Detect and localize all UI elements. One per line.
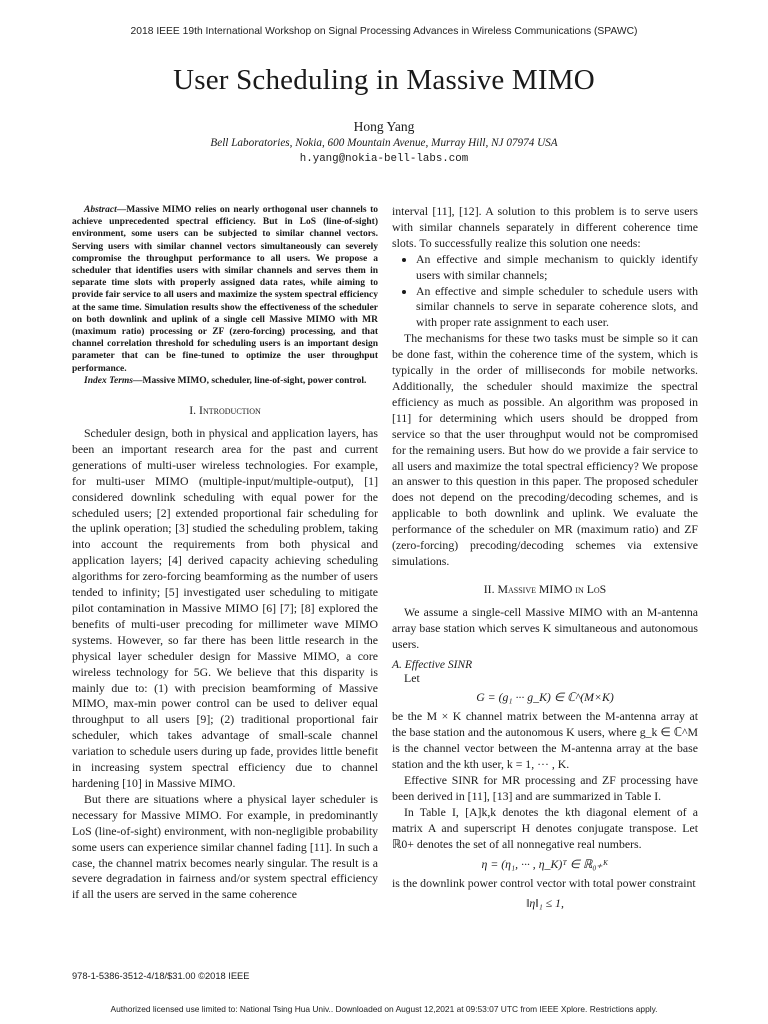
right-paragraph-0: interval [11], [12]. A solution to this problem is to serve users with similar channels separately in different coherence time slots. To successfully realize this solution one needs: [392,204,698,250]
bullet-item: • An effective and simple mechanism to quickly identify users with similar channels; [416,252,698,284]
abstract-text: —Massive MIMO relies on nearly orthogonal user channels to achieve unprecedented spectral efficiency. But in LoS (line-of-sight) environment, some users can be subjected to similar channel vectors. Serving users with similar channel vectors simultaneously can severely compromise the throughput performance to all users. We propose a scheduler that identifies users with similar channels and serves them in separate time slots with properly assigned data rates, while aiming to provide fair service to all users and maximize the system spectral efficiency at the same time. Simulation results show the effectiveness of the scheduler on both downlink and uplink of a single cell Massive MIMO with MR (maximum ratio) processing or ZF (zero-forcing) processing, and that channel correlation threshold for scheduling users is an important design parameter that can be fine-tuned to optimize the user throughput performance. [72,205,378,374]
right-paragraph-1: The mechanisms for these two tasks must be simple so it can be done fast, within the coherence time of the system, which is typically in the order of milliseconds for mobile networks. Additionally, the scheduler should maximize the spectral efficiency as much as possible. An algorithm was proposed in [11] for determining which users should be dropped from service so that the user throughput would not be compromised for the remaining users. But how do we provide a fair service to all users and maximize the total spectral efficiency? We propose an answer to this question in this paper. The proposed scheduler does not depend on the precoding/decoding schemes, and is applicable to both downlink and uplink. We evaluate the performance of the scheduler on MR (maximum ratio) and ZF (zero-forcing) precoding/decoding schemes via extensive simulations. [392,331,698,568]
author-affiliation: Bell Laboratories, Nokia, 600 Mountain Avenue, Murray Hill, NJ 07974 USA [210,137,558,149]
section-heading-massive-mimo: II. Massive MIMO in LoS [483,581,607,596]
equation-channel-matrix: G = (g₁ ··· g_K) ∈ ℂ^(M×K) [476,690,614,705]
paper-title: User Scheduling in Massive MIMO [173,64,595,96]
right-paragraph-4: Effective SINR for MR processing and ZF processing have been derived in [11], [13] and are summarized in Table I. [392,773,698,803]
equation-power-constraint: ‖η‖₁ ≤ 1, [526,895,564,910]
right-paragraph-3: be the M × K channel matrix between the M-antenna array at the base station and the autonomous K users, where g_k ∈ ℂ^M is the channel vector between the M-antenna array at the base station and the kth user, k = 1, ··· , K. [392,709,698,772]
index-terms-text: —Massive MIMO, scheduler, line-of-sight, power control. [133,375,367,386]
right-paragraph-6: is the downlink power control vector with total power constraint [392,875,696,890]
bullet-item: • An effective and simple scheduler to schedule users with similar channels to serve in separate coherence slots, and with proper rate assignment to each user. [416,284,698,332]
equation-power-vector: η = (η₁, ··· , η_K)ᵀ ∈ ℝ₀₊ᴷ [481,856,609,871]
abstract [72,204,378,375]
left-column [72,204,378,903]
conference-header: 2018 IEEE 19th International Workshop on Signal Processing Advances in Wireless Communications (SPAWC) [130,26,638,37]
let-text: Let [404,670,420,685]
right-paragraph-5: In Table I, [A]k,k denotes the kth diagonal element of a matrix A and superscript H denotes conjugate transpose. Let ℝ0+ denotes the set of all nonnegative real numbers. [392,804,698,851]
index-terms [72,375,378,387]
footer-license: Authorized licensed use limited to: National Tsing Hua Univ.. Downloaded on August 12,2021 at 09:53:07 UTC from IEEE Xplore. Restrictions apply. [110,1004,658,1014]
author-email: h.yang@nokia-bell-labs.com [299,153,469,165]
abstract-label: Abstract [84,205,117,215]
footer-isbn: 978-1-5386-3512-4/18/$31.00 ©2018 IEEE [72,971,250,981]
author-name: Hong Yang [353,119,415,134]
bullet-list [392,252,698,332]
right-column [392,204,698,915]
right-paragraph-2: We assume a single-cell Massive MIMO with an M-antenna array base station which serves K simultaneous and autonomous users. [392,604,698,651]
section-heading-introduction: I. Introduction [189,403,261,418]
subsection-heading-effective-sinr: A. Effective SINR [392,658,473,671]
index-terms-label: Index Terms [84,375,134,386]
intro-paragraph-2: But there are situations where a physical layer scheduler is necessary for Massive MIMO. For example, in predominantly LoS (line-of-sight) environment, with non-negligible probability some users can experience similar channel fading [11]. In such a case, the channel matrix becomes nearly singular. The result is a severe degradation in fairness and/or system spectral efficiency if all the users are served in the same coherence [72,791,378,902]
intro-paragraph-1: Scheduler design, both in physical and application layers, has been an important research area for the past and current generations of multi-user wireless technologies. For example, for multi-user MIMO (multiple-input/multiple-output), [1] considered downlink scheduling with equal power for the scheduled users; [2] extended proportional fair scheduling for the uplink operation; [3] studied the scheduling problem, taking into account the requirements from both physical and application layers; [4] derived capacity achieving scheduling algorithms for zero-forcing beamforming as the number of users tended to infinity; [5] investigated user scheduling to mitigate pilot contamination in Massive MIMO [6] [7]; [8] explored the benefits of multi-user precoding for millimeter wave MIMO systems. However, so far there has been little research in the physical layer scheduler design for Massive MIMO, a core wireless technology for 5G. We believe that this disparity is mainly due to: (1) with precision beamforming of Massive MIMO, max-min power control can be used to deliver equal throughput to all users [9]; (2) traditional proportional fair scheduler, which takes advantage of small-scale channel variation to schedule users during up fade, provides little benefit in increasing system spectral efficiency due to channel hardening [10] in Massive MIMO. [72,426,378,790]
